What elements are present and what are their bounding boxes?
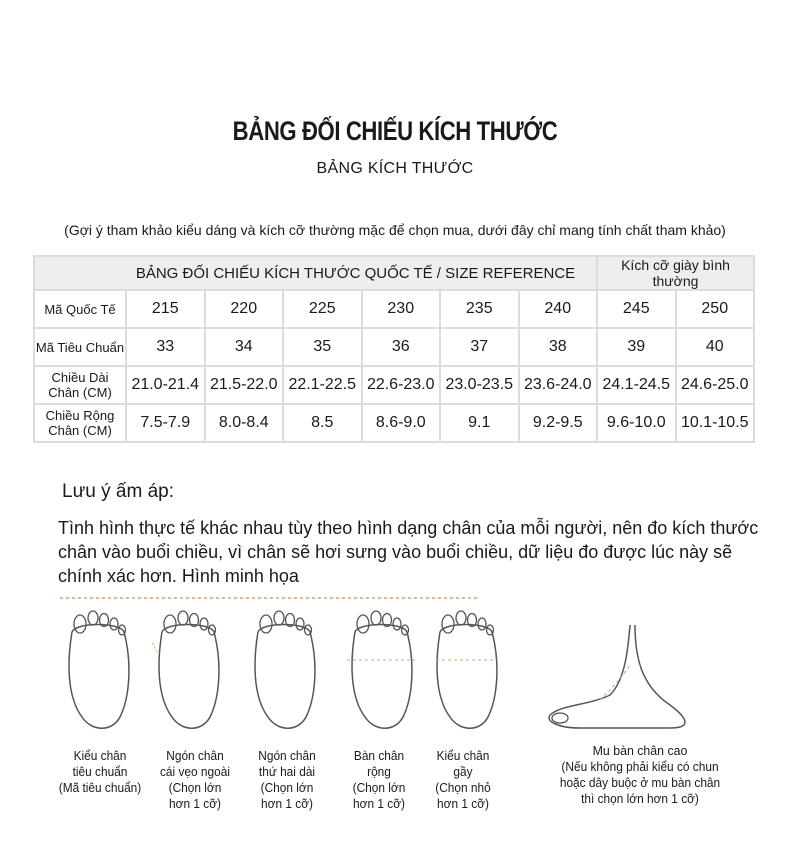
table-cell: 37 bbox=[441, 329, 518, 365]
caption-line: hơn 1 cỡ) bbox=[261, 797, 313, 811]
caption-line: Kiểu chân bbox=[436, 749, 490, 763]
table-cell: 9.6-10.0 bbox=[598, 405, 675, 441]
table-cell: 24.1-24.5 bbox=[598, 367, 675, 403]
caption-long-second-toe bbox=[235, 748, 340, 812]
reference-note: (Gợi ý tham khảo kiểu dáng và kích cỡ thường mặc để chọn mua, dưới đây chỉ mang tính chất tham khảo) bbox=[64, 222, 726, 238]
row-label: Mã Tiêu Chuẩn bbox=[35, 329, 125, 365]
foot-high-instep-icon bbox=[549, 625, 685, 728]
table-row bbox=[35, 405, 753, 441]
table-cell: 225 bbox=[284, 291, 361, 327]
table-row bbox=[35, 291, 753, 327]
tip-body: Tình hình thực tế khác nhau tùy theo hình dạng chân của mỗi người, nên đo kích thước chân vào buổi chiều, vì chân sẽ hơi sưng vào buổi chiều, dữ liệu đo được lúc này sẽ chính xác hơn. Hình minh họa bbox=[58, 518, 759, 586]
caption-line: gầy bbox=[453, 765, 473, 779]
table-cell: 23.0-23.5 bbox=[441, 367, 518, 403]
row-label: Mã Quốc Tế bbox=[35, 291, 125, 327]
table-cell: 35 bbox=[284, 329, 361, 365]
table-cell: 22.1-22.5 bbox=[284, 367, 361, 403]
caption-slim bbox=[411, 748, 516, 812]
caption-standard bbox=[48, 748, 153, 796]
table-cell: 7.5-7.9 bbox=[127, 405, 204, 441]
table-row bbox=[35, 329, 753, 365]
caption-line: Mu bàn chân cao bbox=[592, 743, 688, 758]
caption-line: Kiểu chân bbox=[73, 749, 127, 763]
table-cell: 23.6-24.0 bbox=[520, 367, 597, 403]
table-header-main: BẢNG ĐỐI CHIẾU KÍCH THƯỚC QUỐC TẾ / SIZE REFERENCE bbox=[35, 257, 596, 289]
caption-line: Bàn chân bbox=[353, 749, 405, 763]
caption-line: hơn 1 cỡ) bbox=[169, 797, 221, 811]
table-cell: 245 bbox=[598, 291, 675, 327]
page-title: BẢNG ĐỐI CHIẾU KÍCH THƯỚC bbox=[232, 116, 558, 146]
table-cell: 235 bbox=[441, 291, 518, 327]
row-label: Chiều Rộng Chân (CM) bbox=[35, 405, 125, 441]
caption-line: Ngón chân bbox=[166, 749, 224, 763]
table-cell: 34 bbox=[206, 329, 283, 365]
caption-line: (Mã tiêu chuẩn) bbox=[58, 781, 142, 795]
caption-line: (Chọn lớn bbox=[260, 781, 314, 795]
table-cell: 220 bbox=[206, 291, 283, 327]
table-header-row bbox=[35, 257, 753, 289]
table-cell: 8.6-9.0 bbox=[363, 405, 440, 441]
table-row bbox=[35, 367, 753, 403]
caption-line: (Chọn lớn bbox=[168, 781, 222, 795]
size-table bbox=[33, 255, 755, 443]
table-cell: 10.1-10.5 bbox=[677, 405, 754, 441]
foot-wide-icon bbox=[347, 611, 415, 728]
table-cell: 38 bbox=[520, 329, 597, 365]
caption-line: (Chọn nhỏ bbox=[435, 781, 491, 795]
table-cell: 230 bbox=[363, 291, 440, 327]
table-cell: 33 bbox=[127, 329, 204, 365]
caption-line: (Chọn lớn bbox=[352, 781, 406, 795]
table-cell: 36 bbox=[363, 329, 440, 365]
table-cell: 40 bbox=[677, 329, 754, 365]
table-cell: 21.5-22.0 bbox=[206, 367, 283, 403]
caption-line: (Nếu không phải kiểu có chun bbox=[561, 760, 719, 774]
caption-line: thì chọn lớn hơn 1 cỡ) bbox=[581, 792, 699, 806]
caption-line: Ngón chân bbox=[258, 749, 316, 763]
foot-bunion-icon bbox=[152, 611, 219, 728]
table-cell: 21.0-21.4 bbox=[127, 367, 204, 403]
table-cell: 240 bbox=[520, 291, 597, 327]
table-cell: 9.1 bbox=[441, 405, 518, 441]
table-cell: 9.2-9.5 bbox=[520, 405, 597, 441]
caption-line: hơn 1 cỡ) bbox=[437, 797, 489, 811]
table-cell: 8.0-8.4 bbox=[206, 405, 283, 441]
table-cell: 39 bbox=[598, 329, 675, 365]
tip-title: Lưu ý ấm áp: bbox=[62, 481, 174, 502]
foot-illustrations bbox=[40, 590, 780, 730]
foot-long-second-toe-icon bbox=[255, 611, 315, 728]
foot-slim-icon bbox=[436, 611, 497, 728]
page-subtitle: BẢNG KÍCH THƯỚC bbox=[316, 160, 474, 177]
table-cell: 8.5 bbox=[284, 405, 361, 441]
table-header-side: Kích cỡ giày bình thường bbox=[598, 257, 753, 289]
caption-line: rộng bbox=[367, 765, 391, 779]
foot-standard-icon bbox=[69, 611, 129, 728]
row-label: Chiều Dài Chân (CM) bbox=[35, 367, 125, 403]
caption-high-instep bbox=[545, 743, 735, 807]
table-cell: 22.6-23.0 bbox=[363, 367, 440, 403]
table-cell: 215 bbox=[127, 291, 204, 327]
caption-line: cái vẹo ngoài bbox=[159, 765, 230, 779]
caption-line: hoặc dây buộc ở mu bàn chân bbox=[559, 776, 721, 790]
caption-line: thứ hai dài bbox=[258, 765, 316, 779]
caption-bunion bbox=[143, 748, 248, 812]
caption-line: hơn 1 cỡ) bbox=[353, 797, 405, 811]
table-cell: 250 bbox=[677, 291, 754, 327]
table-cell: 24.6-25.0 bbox=[677, 367, 754, 403]
caption-line: tiêu chuẩn bbox=[72, 765, 128, 779]
